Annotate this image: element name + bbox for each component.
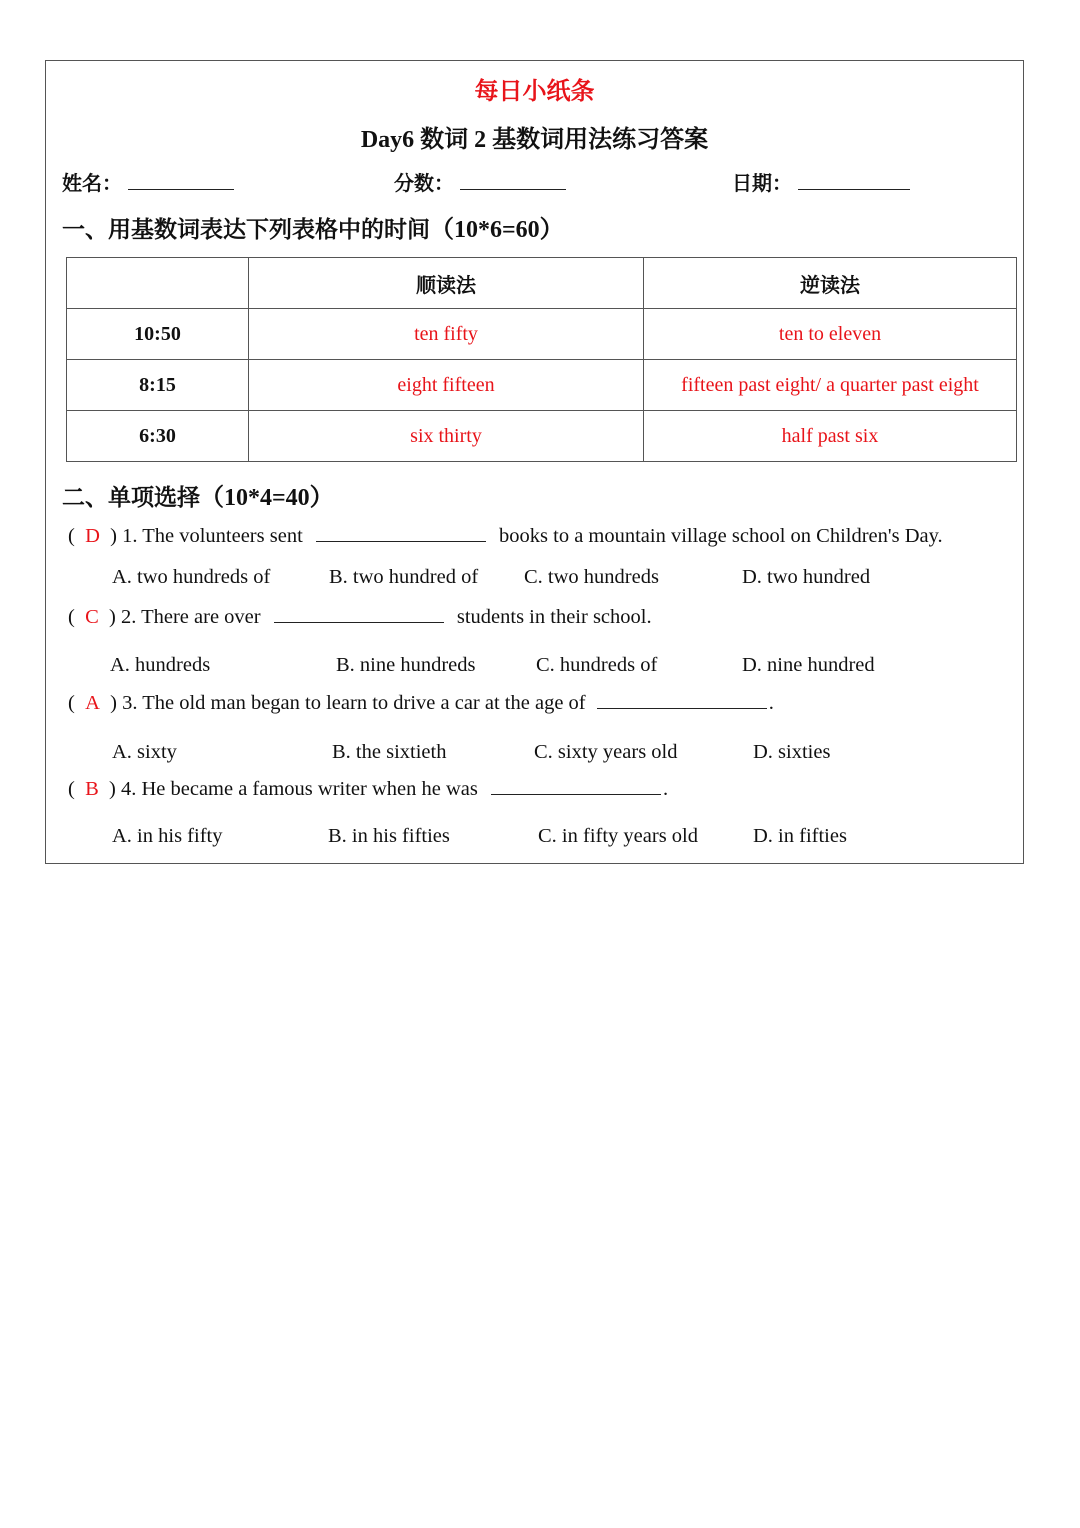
section2-title: 二、单项选择	[62, 485, 200, 511]
score-label: 分数：	[394, 171, 454, 195]
time-cell: 8:15	[67, 360, 249, 411]
answer-mark: D	[85, 525, 100, 547]
answer-mark: A	[85, 692, 100, 714]
option[interactable]: B. nine hundreds	[336, 654, 476, 676]
question-stem-end: .	[768, 692, 774, 714]
option[interactable]: B. two hundred of	[329, 566, 479, 588]
option[interactable]: D. nine hundred	[742, 654, 875, 676]
option[interactable]: A. hundreds	[110, 654, 211, 676]
option[interactable]: A. sixty	[112, 741, 177, 763]
question-stem: 4. He became a famous writer when he was	[120, 778, 478, 800]
option[interactable]: D. in fifties	[753, 825, 847, 847]
option[interactable]: C. sixty years old	[534, 741, 678, 763]
score-field	[394, 167, 566, 196]
answer-blank[interactable]	[274, 604, 444, 623]
question-stem-end: books to a mountain village school on Children's Day.	[499, 525, 943, 547]
reverse-answer-cell: ten to eleven	[644, 309, 1017, 360]
forward-answer-cell: eight fifteen	[249, 360, 644, 411]
option[interactable]: D. sixties	[753, 741, 831, 763]
question-2: ( C ) 2. There are over students in their school.	[68, 606, 652, 628]
option[interactable]: A. in his fifty	[112, 825, 223, 847]
section1-heading	[62, 209, 564, 244]
score-blank[interactable]	[460, 169, 566, 190]
option[interactable]: D. two hundred	[742, 566, 871, 588]
option[interactable]: B. in his fifties	[328, 825, 450, 847]
reverse-answer-cell: fifteen past eight/ a quarter past eight	[644, 360, 1017, 411]
banner-title: 每日小纸条	[474, 77, 595, 105]
table-row	[67, 360, 1017, 411]
section1-score: （10*6=60）	[430, 217, 564, 243]
date-blank[interactable]	[798, 169, 910, 190]
page-title: Day6 数词 2 基数词用法练习答案	[360, 127, 709, 153]
name-blank[interactable]	[128, 169, 234, 190]
option[interactable]: B. the sixtieth	[332, 741, 447, 763]
answer-blank[interactable]	[316, 523, 486, 542]
option[interactable]: C. hundreds of	[536, 654, 658, 676]
time-table	[66, 257, 1017, 462]
name-field	[62, 167, 234, 196]
forward-answer-cell: ten fifty	[249, 309, 644, 360]
header-cell-forward: 顺读法	[249, 258, 644, 309]
question-stem: 3. The old man began to learn to drive a car at the age of	[122, 692, 586, 714]
option[interactable]: C. in fifty years old	[538, 825, 698, 847]
answer-mark: B	[85, 778, 99, 800]
question-4: ( B ) 4. He became a famous writer when he was .	[68, 778, 669, 800]
header-cell-empty	[67, 258, 249, 309]
worksheet	[45, 60, 1024, 864]
answer-mark: C	[85, 606, 99, 628]
time-cell: 10:50	[67, 309, 249, 360]
option[interactable]: C. two hundreds	[524, 566, 659, 588]
section2-score: （10*4=40）	[200, 485, 334, 511]
table-header-row	[67, 258, 1017, 309]
table-row	[67, 309, 1017, 360]
question-stem: 1. The volunteers sent	[122, 525, 303, 547]
question-stem-end: .	[663, 778, 669, 800]
forward-answer-cell: six thirty	[249, 411, 644, 462]
question-stem: 2. There are over	[120, 606, 261, 628]
option[interactable]: A. two hundreds of	[112, 566, 271, 588]
question-1: ( D ) 1. The volunteers sent books to a mountain village school on Children's Day.	[68, 525, 943, 547]
section2-heading	[62, 477, 334, 512]
question-stem-end: students in their school.	[456, 606, 652, 628]
answer-blank[interactable]	[491, 776, 661, 795]
time-cell: 6:30	[67, 411, 249, 462]
table-row	[67, 411, 1017, 462]
reverse-answer-cell: half past six	[644, 411, 1017, 462]
answer-blank[interactable]	[597, 690, 767, 709]
question-3: ( A ) 3. The old man began to learn to drive a car at the age of .	[68, 692, 774, 714]
header-cell-reverse: 逆读法	[644, 258, 1017, 309]
name-label: 姓名：	[62, 171, 122, 195]
section1-title: 一、用基数词表达下列表格中的时间	[62, 217, 430, 243]
date-label: 日期：	[732, 171, 792, 195]
date-field	[732, 167, 910, 196]
